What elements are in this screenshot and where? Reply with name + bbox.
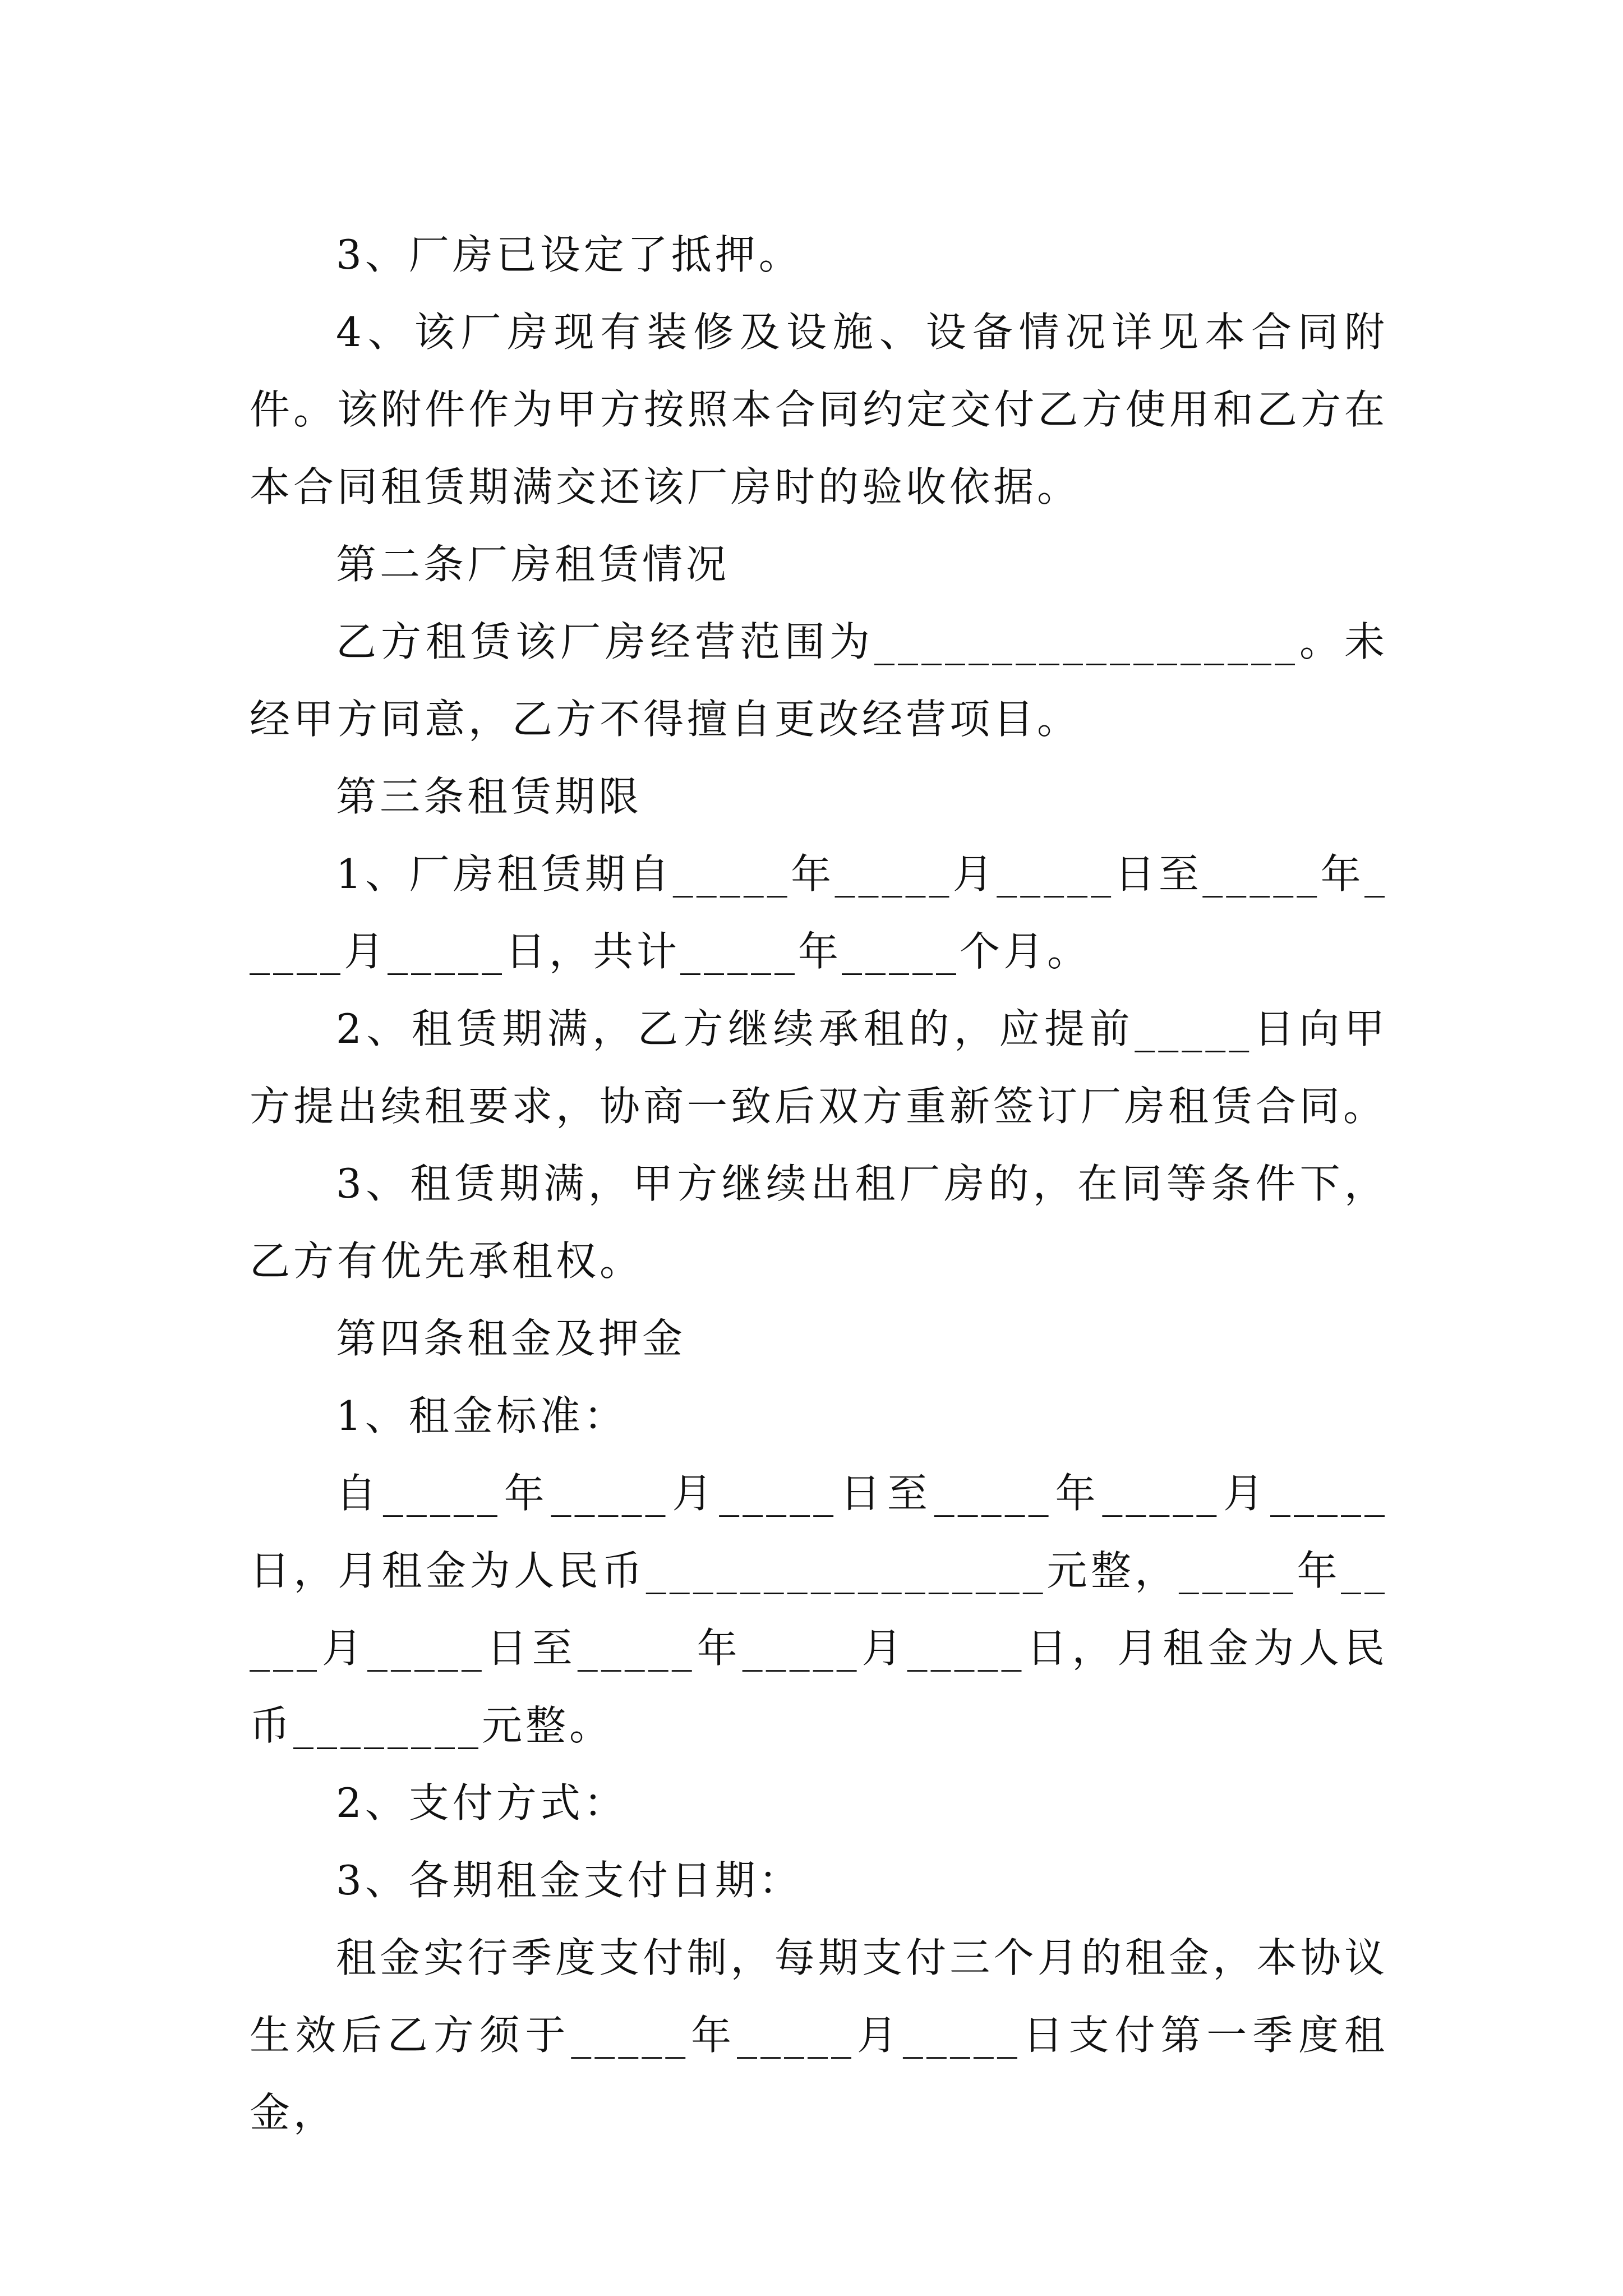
article-3-lease-term: 1、厂房租赁期自_____年_____月_____日至_____年_____月_____日，共计_____年_____个月。: [250, 850, 1388, 975]
article-4-heading: 第四条租金及押金: [336, 1315, 686, 1362]
clause-facilities: 4、该厂房现有装修及设施、设备情况详见本合同附件。该附件作为甲方按照本合同约定交付乙方使用和乙方在本合同租赁期满交还该厂房时的验收依据。: [250, 309, 1388, 510]
article-3-renewal: 2、租赁期满，乙方继续承租的，应提前_____日向甲方提出续租要求，协商一致后双方重新签订厂房租赁合同。: [250, 1005, 1388, 1130]
document-body: [250, 216, 1388, 2151]
article-2-business-scope: 乙方租赁该厂房经营范围为__________________。未经甲方同意，乙方不得擅自更改经营项目。: [250, 618, 1388, 743]
article-4-rent-standard-label: 1、租金标准：: [336, 1392, 628, 1439]
clause-mortgage: 3、厂房已设定了抵押。: [336, 231, 803, 278]
article-2-heading: 第二条厂房租赁情况: [336, 541, 730, 588]
article-4-rent-standard: 自_____年_____月_____日至_____年_____月_____日，月租金为人民币_________________元整，_____年_____月_____日至_____年_____月_____日，月租金为人民币________元整。: [250, 1470, 1388, 1749]
article-4-payment-schedule: 租金实行季度支付制，每期支付三个月的租金，本协议生效后乙方须于_____年_____月_____日支付第一季度租金，: [250, 1934, 1388, 2136]
article-4-payment-dates-label: 3、各期租金支付日期：: [336, 1857, 803, 1904]
article-3-priority: 3、租赁期满，甲方继续出租厂房的，在同等条件下，乙方有优先承租权。: [250, 1160, 1388, 1285]
article-3-heading: 第三条租赁期限: [336, 773, 643, 820]
article-4-payment-method: 2、支付方式：: [336, 1779, 628, 1826]
